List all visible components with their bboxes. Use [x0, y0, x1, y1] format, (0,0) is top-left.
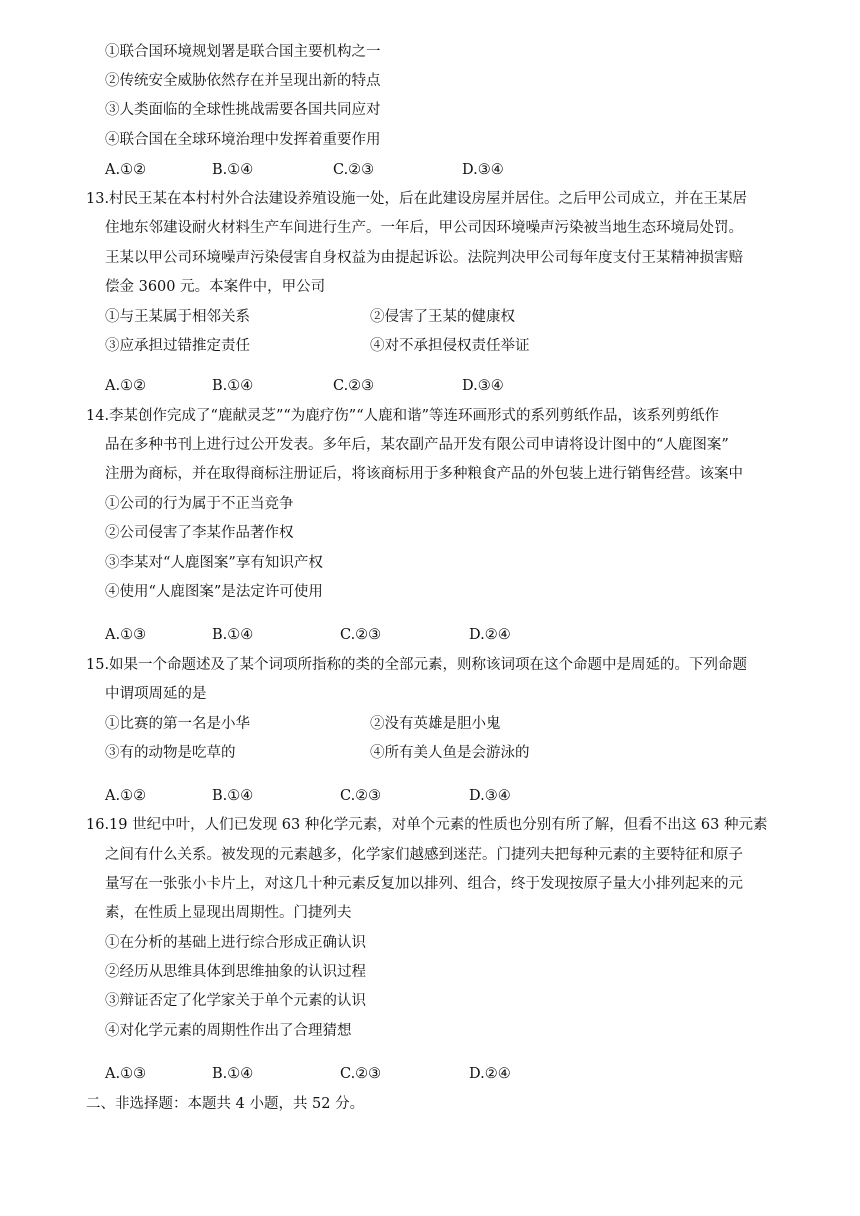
q12-item-3: ③人类面临的全球性挑战需要各国共同应对: [105, 102, 381, 118]
q16-choice-d: D.②④: [469, 1066, 511, 1082]
q16-item-3: ③辩证否定了化学家关于单个元素的认识: [105, 993, 366, 1009]
q14-item-3: ③李某对“人鹿图案”享有知识产权: [105, 555, 323, 571]
q15-choice-b: B.①④: [212, 788, 254, 804]
q12-item-2: ②传统安全威胁依然存在并呈现出新的特点: [105, 73, 381, 89]
q14-item-2: ②公司侵害了李某作品著作权: [105, 525, 294, 541]
section-2-heading: 二、非选择题：本题共 4 小题，共 52 分。: [86, 1096, 365, 1112]
q14-stem-line-2: 品在多种书刊上进行过公开发表。多年后，某农副产品开发有限公司申请将设计图中的“人鹿图案”: [105, 437, 729, 453]
q13-stem-line-2: 住地东邻建设耐火材料生产车间进行生产。一年后，甲公司因环境噪声污染被当地生态环境局处罚。: [105, 220, 743, 236]
q12-choice-a: A.①②: [105, 162, 147, 178]
q16-item-2: ②经历从思维具体到思维抽象的认识过程: [105, 964, 366, 980]
q14-stem-line-3: 注册为商标，并在取得商标注册证后，将该商标用于多种粮食产品的外包装上进行销售经营。该案中: [105, 466, 743, 482]
q16-stem-line-1: 16.19 世纪中叶，人们已发现 63 种化学元素，对单个元素的性质也分别有所了解，但看不出这 63 种元素: [86, 817, 768, 833]
q14-choice-d: D.②④: [469, 627, 511, 643]
q13-item-1: ①与王某属于相邻关系: [105, 309, 250, 325]
q15-item-1: ①比赛的第一名是小华: [105, 716, 250, 732]
q13-item-2: ②侵害了王某的健康权: [370, 309, 515, 325]
q15-item-3: ③有的动物是吃草的: [105, 745, 236, 761]
q13-item-4: ④对不承担侵权责任举证: [370, 338, 530, 354]
q16-item-4: ④对化学元素的周期性作出了合理猜想: [105, 1023, 352, 1039]
q15-item-2: ②没有英雄是胆小鬼: [370, 716, 501, 732]
q13-stem-line-1: 13.村民王某在本村村外合法建设养殖设施一处，后在此建设房屋并居住。之后甲公司成立，并在王某居: [86, 191, 748, 207]
q14-stem-line-1: 14.李某创作完成了“鹿献灵芝”“为鹿疗伤”“人鹿和谐”等连环画形式的系列剪纸作品，该系列剪纸作: [86, 408, 720, 424]
q13-choice-d: D.③④: [462, 378, 504, 394]
q13-choice-a: A.①②: [105, 378, 147, 394]
q14-choice-b: B.①④: [212, 627, 254, 643]
q16-stem-line-4: 素，在性质上显现出周期性。门捷列夫: [105, 905, 352, 921]
q13-stem-line-3: 王某以甲公司环境噪声污染侵害自身权益为由提起诉讼。法院判决甲公司每年度支付王某精神损害赔: [105, 250, 743, 266]
q15-choice-d: D.③④: [469, 788, 511, 804]
q12-choice-b: B.①④: [212, 162, 254, 178]
q16-stem-line-2: 之间有什么关系。被发现的元素越多，化学家们越感到迷茫。门捷列夫把每种元素的主要特征和原子: [105, 847, 743, 863]
q15-choice-a: A.①②: [105, 788, 147, 804]
q12-choice-c: C.②③: [333, 162, 375, 178]
q16-choice-b: B.①④: [212, 1066, 254, 1082]
q14-item-1: ①公司的行为属于不正当竞争: [105, 496, 294, 512]
q14-choice-c: C.②③: [340, 627, 382, 643]
q16-choice-c: C.②③: [340, 1066, 382, 1082]
q13-stem-line-4: 偿金 3600 元。本案件中，甲公司: [105, 279, 326, 295]
q13-item-3: ③应承担过错推定责任: [105, 338, 250, 354]
q15-stem-line-2: 中谓项周延的是: [105, 686, 207, 702]
q16-stem-line-3: 量写在一张张小卡片上，对这几十种元素反复加以排列、组合，终于发现按原子量大小排列起来的元: [105, 876, 743, 892]
q15-stem-line-1: 15.如果一个命题述及了某个词项所指称的类的全部元素，则称该词项在这个命题中是周延的。下列命题: [86, 657, 748, 673]
q16-choice-a: A.①③: [105, 1066, 147, 1082]
q13-choice-c: C.②③: [333, 378, 375, 394]
q15-item-4: ④所有美人鱼是会游泳的: [370, 745, 530, 761]
q14-choice-a: A.①③: [105, 627, 147, 643]
q13-choice-b: B.①④: [212, 378, 254, 394]
q16-item-1: ①在分析的基础上进行综合形成正确认识: [105, 935, 366, 951]
q12-item-4: ④联合国在全球环境治理中发挥着重要作用: [105, 132, 381, 148]
q12-choice-d: D.③④: [462, 162, 504, 178]
q12-item-1: ①联合国环境规划署是联合国主要机构之一: [105, 44, 381, 60]
q14-item-4: ④使用“人鹿图案”是法定许可使用: [105, 584, 323, 600]
q15-choice-c: C.②③: [340, 788, 382, 804]
